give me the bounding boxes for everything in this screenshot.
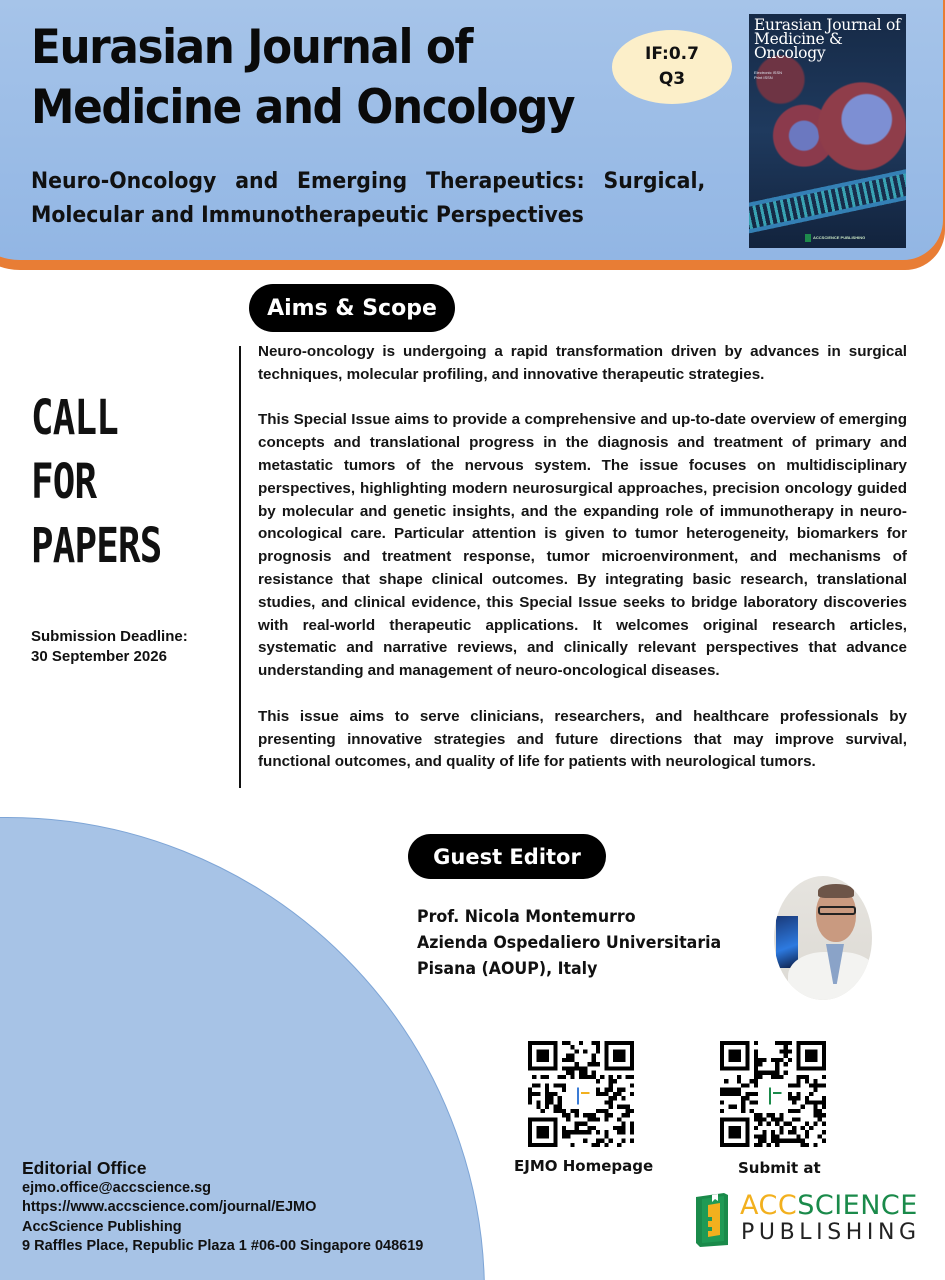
cover-publisher-logo bbox=[805, 234, 865, 242]
logo-accscience-text bbox=[740, 1191, 918, 1221]
special-issue-title: Neuro-Oncology and Emerging Therapeutics: Surgical, Molecular and Immunotherapeutic Perspectives bbox=[31, 169, 706, 228]
cfp-line-for: FOR bbox=[31, 454, 97, 510]
cover-issn-print: Print ISSN bbox=[754, 75, 773, 80]
accscience-publishing-logo bbox=[694, 1190, 921, 1249]
impact-factor-badge bbox=[612, 30, 732, 104]
logo-acc: ACC bbox=[740, 1190, 798, 1221]
journal-title-line-1: Eurasian Journal of bbox=[31, 20, 473, 75]
editor-affiliation-line-2: Pisana (AOUP), Italy bbox=[417, 959, 598, 979]
journal-title-line-2: Medicine and Oncology bbox=[31, 80, 575, 135]
aims-paragraph: This issue aims to serve clinicians, researchers, and healthcare professionals by presenting innovative strategies and future directions that may improve survival, functional outcomes, and quality of life for patients with neurological tumors. bbox=[258, 707, 907, 771]
editorial-office-url[interactable]: https://www.accscience.com/journal/EJMO bbox=[22, 1199, 317, 1216]
editorial-office-email[interactable]: ejmo.office@accscience.sg bbox=[22, 1180, 212, 1196]
editorial-office bbox=[22, 1157, 423, 1257]
aims-scope-heading: Aims & Scope bbox=[249, 284, 455, 332]
journal-title bbox=[31, 18, 589, 138]
cover-publisher-text: ACCSCIENCE PUBLISHING bbox=[813, 235, 866, 240]
guest-editor-info bbox=[417, 904, 721, 982]
book-logo-icon bbox=[694, 1191, 730, 1247]
photo-glasses bbox=[818, 906, 856, 915]
qr-code-icon bbox=[720, 1041, 826, 1147]
aims-paragraph: Neuro-oncology is undergoing a rapid transformation driven by advances in surgical techniques, molecular profiling, and innovative therapeutic strategies. bbox=[258, 343, 907, 383]
editorial-office-address: 9 Raffles Place, Republic Plaza 1 #06-00 Singapore 048619 bbox=[22, 1238, 424, 1255]
editor-affiliation-line-1: Azienda Ospedaliero Universitaria bbox=[417, 933, 722, 953]
deadline-label: Submission Deadline: bbox=[31, 628, 188, 645]
logo-science: SCIENCE bbox=[797, 1190, 918, 1221]
photo-hair bbox=[818, 884, 854, 898]
submit-qr-code[interactable] bbox=[720, 1041, 826, 1147]
impact-factor: IF:0.7 bbox=[645, 44, 699, 64]
aims-paragraph: This Special Issue aims to provide a comprehensive and up-to-date overview of emerging concepts and translational progress in the diagnosis and treatment of primary and metastatic tumors of the nervous system. The issue focuses on multidisciplinary perspectives, highlighting modern neurosurgical approaches, precision oncology guided by molecular and genetic insights, and the expanding role of immunotherapy in neuro-oncological care. Particular attention is given to tumor heterogeneity, biomarkers for prognosis and treatment response, tumor microenvironment, and mechanisms of resistance that shape clinical outcomes. By integrating basic research, translational studies, and clinical evidence, this Special Issue seeks to bridge laboratory discoveries with real-world therapeutic applications. It welcomes original research articles, systematic and narrative reviews, and clinically relevant perspectives that advance understanding and management of neuro-oncological diseases. bbox=[258, 411, 907, 680]
guest-editor-heading: Guest Editor bbox=[408, 834, 606, 879]
cover-issn bbox=[754, 70, 782, 80]
deadline-date: 30 September 2026 bbox=[31, 648, 167, 665]
dna-helix-graphic bbox=[749, 168, 906, 235]
cfp-line-call: CALL bbox=[31, 390, 119, 446]
editor-photo bbox=[774, 876, 872, 1000]
quartile: Q3 bbox=[658, 69, 686, 89]
editor-name: Prof. Nicola Montemurro bbox=[417, 907, 636, 927]
cover-title: Eurasian Journal of Medicine & Oncology bbox=[754, 16, 901, 62]
qr-code-icon bbox=[528, 1041, 634, 1147]
cover-issn-electronic: Electronic ISSN bbox=[754, 70, 783, 75]
vertical-divider bbox=[239, 346, 241, 788]
cfp-line-papers: PAPERS bbox=[31, 518, 162, 574]
editorial-office-publisher: AccScience Publishing bbox=[22, 1218, 182, 1235]
homepage-qr-code[interactable] bbox=[528, 1041, 634, 1147]
submission-deadline bbox=[31, 627, 188, 667]
editorial-office-title: Editorial Office bbox=[22, 1158, 147, 1178]
journal-cover-image bbox=[749, 14, 906, 248]
call-for-papers bbox=[31, 386, 162, 578]
book-icon bbox=[805, 234, 811, 242]
aims-scope-body bbox=[258, 341, 907, 797]
submit-qr-label: Submit at bbox=[738, 1159, 821, 1177]
homepage-qr-label: EJMO Homepage bbox=[514, 1157, 654, 1175]
logo-publishing-text: PUBLISHING bbox=[741, 1220, 921, 1245]
